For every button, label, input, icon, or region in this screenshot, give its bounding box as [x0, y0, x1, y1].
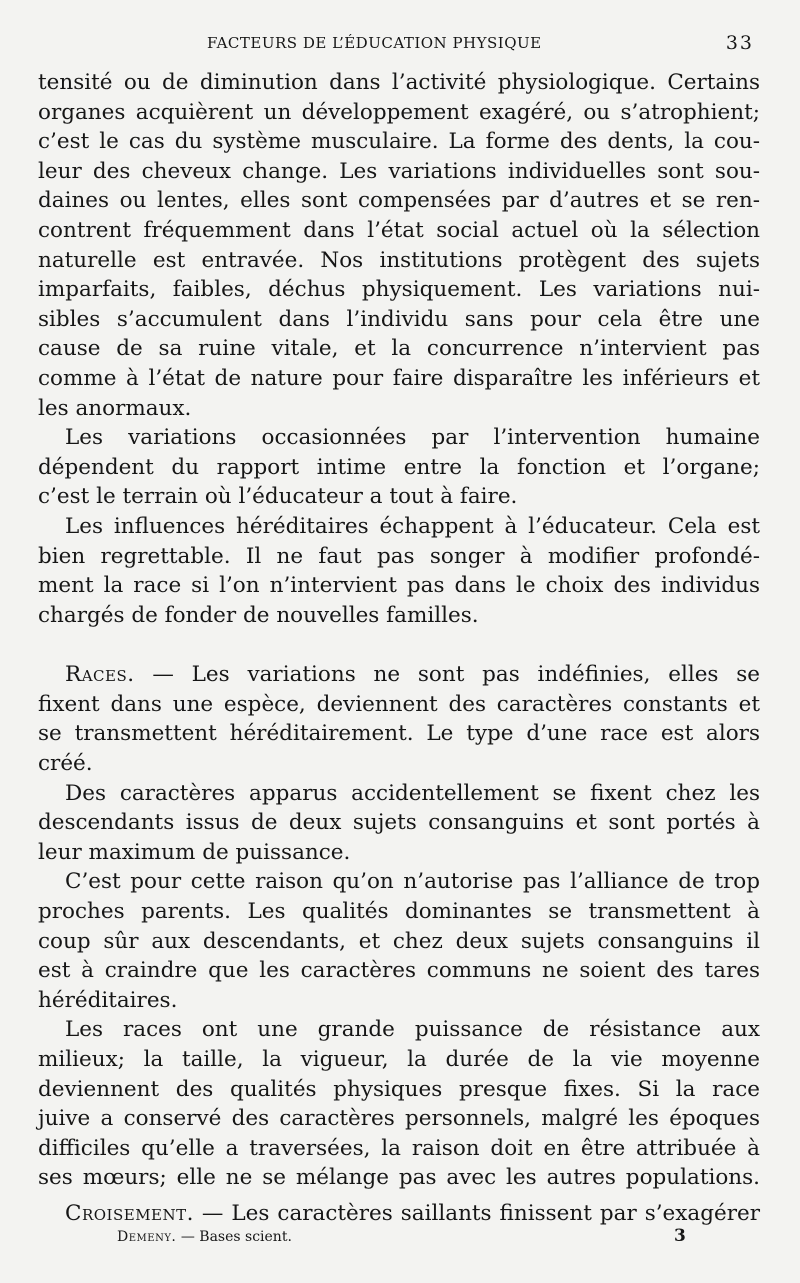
text-line: cause de sa ruine vitale, et la concurrence n’intervient pas — [38, 336, 760, 362]
paragraph-start: Les influences héréditaires échappent à l’éducateur. Cela est — [65, 513, 760, 539]
text-line: imparfaits, faibles, déchus physiquement. Les variations nui- — [38, 277, 760, 303]
text-line: difficiles qu’elle a traversées, la raison doit en être attribuée à — [38, 1135, 760, 1161]
text-line: proches parents. Les qualités dominantes se transmettent à — [38, 899, 760, 925]
page-footer — [0, 1226, 800, 1250]
text-line: leur maximum de puissance. — [38, 839, 351, 865]
text-line: ses mœurs; elle ne se mélange pas avec les autres populations. — [38, 1165, 760, 1191]
section-croisement-start — [38, 1199, 760, 1229]
text-line: héréditaires. — [38, 987, 178, 1013]
paragraph-start: Les races ont une grande puissance de résistance aux — [65, 1017, 760, 1043]
section-heading-croisement: Croisement. — [65, 1200, 194, 1226]
text-line: dépendent du rapport intime entre la fonction et l’organe; — [38, 454, 760, 480]
text-line: c’est le terrain où l’éducateur a tout à faire. — [38, 484, 518, 510]
text-line: c’est le cas du système musculaire. La forme des dents, la cou- — [38, 129, 760, 155]
running-title: FACTEURS DE L’ÉDUCATION PHYSIQUE — [207, 34, 542, 52]
text-line: chargés de fonder de nouvelles familles. — [38, 602, 479, 628]
text-line: coup sûr aux descendants, et chez deux sujets consanguins il — [38, 928, 760, 954]
body-text — [38, 68, 760, 1229]
running-head — [0, 30, 800, 58]
text-line: contrent fréquemment dans l’état social actuel où la sélection — [38, 217, 760, 243]
text-line: descendants issus de deux sujets consanguins et sont portés à — [38, 810, 760, 836]
text-line: milieux; la taille, la vigueur, la durée de la vie moyenne — [38, 1047, 760, 1072]
section-gap — [38, 630, 760, 660]
text-line: naturelle est entravée. Nos institutions protègent des sujets — [38, 247, 760, 273]
paragraph-start: Les variations occasionnées par l’intervention humaine — [65, 425, 760, 451]
text-line: leur des cheveux change. Les variations individuelles sont sou- — [38, 158, 760, 184]
footer-title: — Bases scient. — [176, 1229, 292, 1245]
text-line: comme à l’état de nature pour faire disparaître les inférieurs et — [38, 365, 760, 391]
signature-mark: 3 — [674, 1226, 686, 1246]
text-line: est à craindre que les caractères communs ne soient des tares — [38, 958, 760, 984]
paragraph-start: C’est pour cette raison qu’on n’autorise pas l’alliance de trop — [65, 869, 760, 895]
text-line: bien regrettable. Il ne faut pas songer à modifier profondé- — [38, 543, 760, 569]
section-heading-races: Races. — [65, 662, 135, 688]
text-run: — Les variations ne sont pas indéfinies, elles se — [134, 662, 760, 688]
text-run: — Les caractères saillants finissent par s’exagérer — [193, 1200, 760, 1226]
text-line: sibles s’accumulent dans l’individu sans pour cela être une — [38, 306, 760, 332]
paragraph-start: Des caractères apparus accidentellement se fixent chez les — [65, 780, 760, 806]
text-line: se transmettent héréditairement. Le type d’une race est alors — [38, 721, 760, 747]
text-line: organes acquièrent un développement exagéré, ou s’atrophient; — [38, 99, 760, 125]
text-line: créé. — [38, 751, 93, 777]
text-line: les anormaux. — [38, 395, 192, 421]
footer-author: Demeny. — [117, 1229, 177, 1245]
text-line: juive a conservé des caractères personnels, malgré les époques — [38, 1106, 760, 1132]
text-line: fixent dans une espèce, deviennent des caractères constants et — [38, 691, 760, 717]
text-line: deviennent des qualités physiques presque fixes. Si la race — [38, 1076, 760, 1102]
footer-imprint — [117, 1229, 292, 1245]
text-line: daines ou lentes, elles sont compensées par d’autres et se ren- — [38, 188, 760, 214]
section-races-start — [38, 660, 760, 690]
text-line: tensité ou de diminution dans l’activité physiologique. Certains — [38, 70, 760, 95]
page-number: 33 — [725, 32, 754, 54]
text-line: ment la race si l’on n’intervient pas dans le choix des individus — [38, 573, 760, 599]
